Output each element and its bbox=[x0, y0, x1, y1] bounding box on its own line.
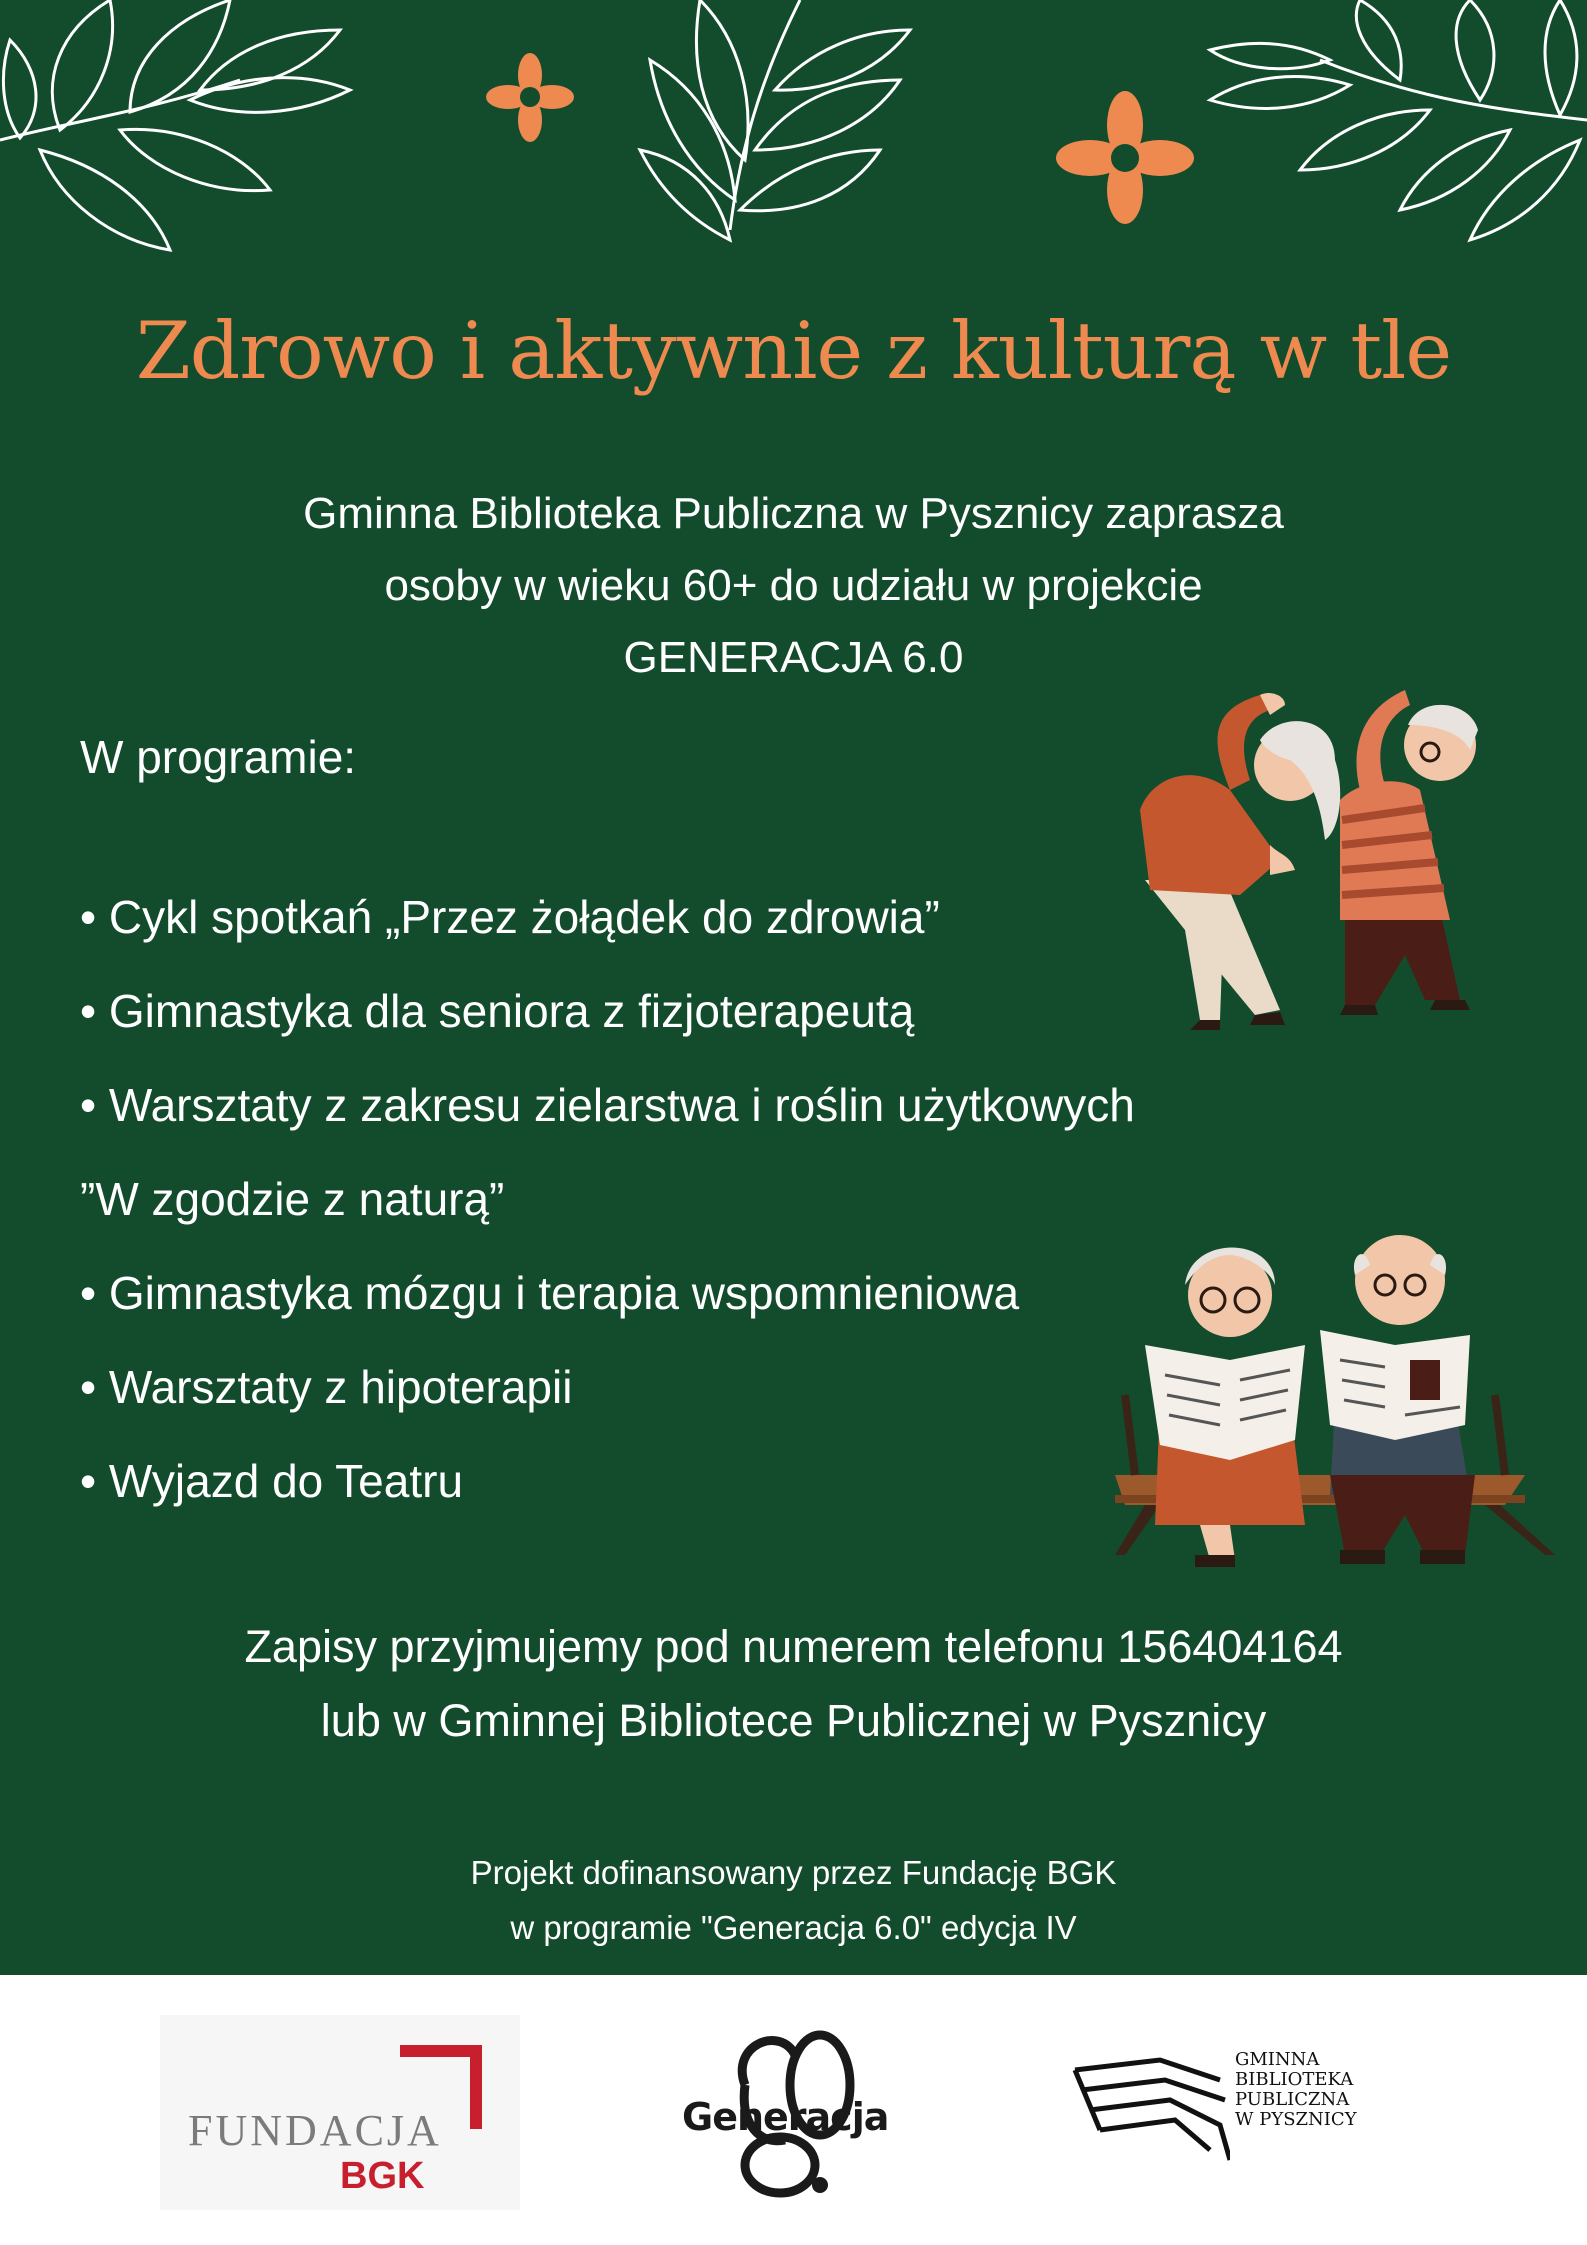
flower-icon bbox=[486, 53, 1194, 224]
reading-seniors-illustration bbox=[1105, 1225, 1555, 1575]
logo-footer bbox=[0, 1975, 1587, 2245]
list-item: • Warsztaty z zakresu zielarstwa i roślin użytkowych bbox=[80, 1079, 1135, 1131]
signup-text bbox=[0, 1610, 1587, 1758]
intro-line: osoby w wieku 60+ do udziału w projekcie bbox=[384, 561, 1203, 610]
list-item: • Wyjazd do Teatru bbox=[80, 1455, 464, 1507]
funding-line: w programie "Generacja 6.0" edycja IV bbox=[510, 1909, 1077, 1946]
intro-line: GENERACJA 6.0 bbox=[623, 633, 964, 682]
library-logo-line: W PYSZNICY bbox=[1235, 2109, 1357, 2130]
intro-line: Gminna Biblioteka Publiczna w Pysznicy zaprasza bbox=[303, 489, 1284, 538]
open-book-icon bbox=[1070, 2010, 1230, 2210]
fundacja-bgk-logo bbox=[160, 2015, 520, 2210]
library-logo-line: BIBLIOTEKA bbox=[1235, 2069, 1354, 2090]
list-item: • Cykl spotkań „Przez żołądek do zdrowia” bbox=[80, 891, 940, 943]
list-item: ”W zgodzie z naturą” bbox=[80, 1173, 505, 1225]
library-logo-line: PUBLICZNA bbox=[1235, 2089, 1350, 2110]
generacja-logo bbox=[670, 2025, 920, 2200]
leaf-decoration bbox=[0, 0, 1587, 310]
poster-title: Zdrowo i aktywnie z kulturą w tle bbox=[135, 305, 1452, 397]
list-item: • Gimnastyka dla seniora z fizjoterapeutą bbox=[80, 985, 915, 1037]
library-logo-line: GMINNA bbox=[1235, 2049, 1320, 2070]
signup-line: Zapisy przyjmujemy pod numerem telefonu 156404164 bbox=[244, 1621, 1343, 1672]
program-list bbox=[80, 885, 1135, 1543]
intro-text bbox=[0, 478, 1587, 694]
funding-note bbox=[0, 1845, 1587, 1955]
bgk-logo-word: FUNDACJA bbox=[188, 2106, 442, 2155]
exercising-seniors-illustration bbox=[1120, 680, 1500, 1040]
funding-line: Projekt dofinansowany przez Fundację BGK bbox=[470, 1854, 1117, 1891]
list-item: • Warsztaty z hipoterapii bbox=[80, 1361, 573, 1413]
library-logo bbox=[1070, 2010, 1430, 2210]
signup-line: lub w Gminnej Bibliotece Publicznej w Pysznicy bbox=[320, 1695, 1267, 1746]
list-item: • Gimnastyka mózgu i terapia wspomnieniowa bbox=[80, 1267, 1020, 1319]
program-heading: W programie: bbox=[80, 731, 357, 783]
bgk-logo-sub: BGK bbox=[340, 2155, 425, 2197]
generacja-logo-word: Generacja bbox=[682, 2095, 889, 2139]
library-logo-text bbox=[1235, 2050, 1357, 2130]
